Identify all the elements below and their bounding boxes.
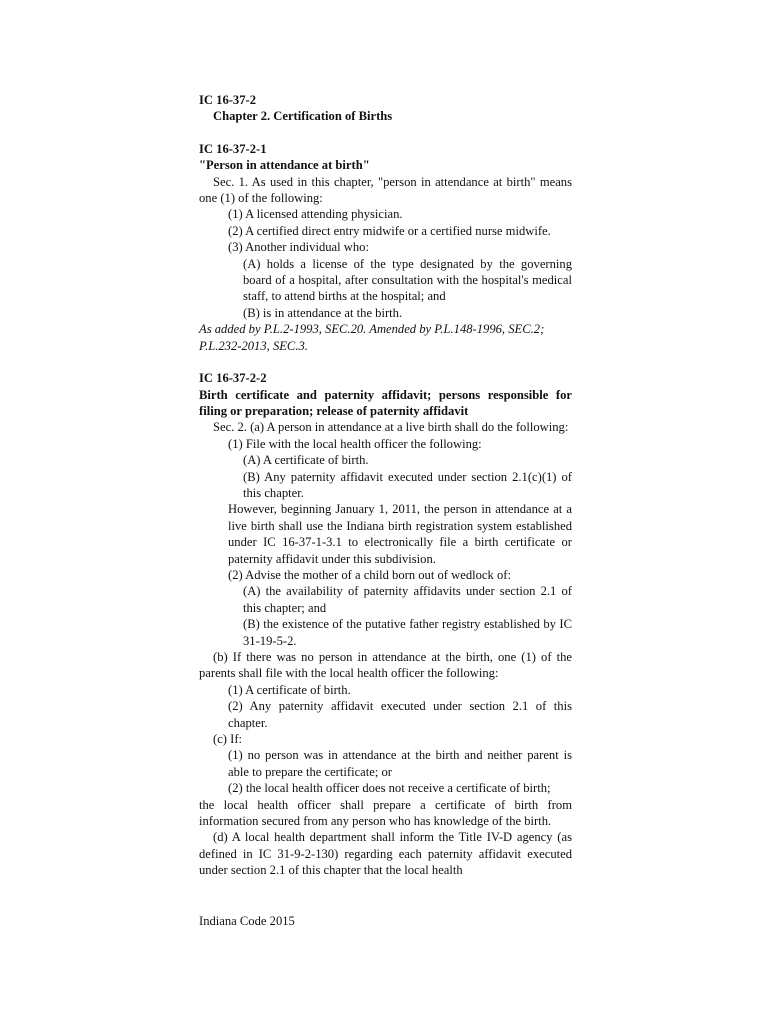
list-item: (2) the local health officer does not receive a certificate of birth; bbox=[228, 781, 551, 796]
subsection-c: (c) If: bbox=[213, 732, 243, 747]
section-intro: Sec. 1. As used in this chapter, "person in attendance at birth" means one (1) of the following: bbox=[199, 174, 572, 206]
list-subitem: (A) the availability of paternity affidavits under section 2.1 of this chapter; and bbox=[243, 584, 572, 615]
list-item: (1) File with the local health officer the following: bbox=[228, 436, 482, 451]
list-subitem: (B) the existence of the putative father registry established by IC 31-19-5-2. bbox=[243, 617, 572, 648]
subsection-b: (b) If there was no person in attendance at the birth, one (1) of the parents shall file with the local health officer the following: bbox=[199, 650, 572, 681]
spacer bbox=[199, 125, 572, 141]
chapter-citation: IC 16-37-2 bbox=[199, 93, 257, 107]
list-item: (3) Another individual who: bbox=[228, 240, 369, 255]
section-citation: IC 16-37-2-2 bbox=[199, 371, 267, 386]
list-item: (2) Advise the mother of a child born out of wedlock of: bbox=[228, 567, 511, 582]
list-subitem: (B) is in attendance at the birth. bbox=[243, 305, 403, 320]
paragraph: However, beginning January 1, 2011, the person in attendance at a live birth shall use the Indiana birth registration system established under IC 16-37-1-3.1 to electronically file a birth certificate or paternity affidavit under this subdivision. bbox=[228, 502, 572, 566]
subsection-d: (d) A local health department shall inform the Title IV-D agency (as defined in IC 31-9-2-130) regarding each paternity affidavit executed under section 2.1 of this chapter that the local health bbox=[199, 830, 572, 878]
section-16-37-2-2 bbox=[199, 370, 572, 879]
section-heading: Birth certificate and paternity affidavit; persons responsible for filing or preparation; release of paternity affidavit bbox=[199, 387, 572, 418]
section-citation: IC 16-37-2-1 bbox=[199, 141, 267, 156]
document-page bbox=[199, 92, 572, 879]
history-note: As added by P.L.2-1993, SEC.20. Amended by P.L.148-1996, SEC.2; P.L.232-2013, SEC.3. bbox=[199, 322, 545, 353]
list-item: (1) no person was in attendance at the birth and neither parent is able to prepare the certificate; or bbox=[228, 748, 572, 779]
list-item: (2) A certified direct entry midwife or a certified nurse midwife. bbox=[228, 223, 551, 238]
subsection-a: Sec. 2. (a) A person in attendance at a live birth shall do the following: bbox=[213, 420, 569, 435]
list-subitem: (A) A certificate of birth. bbox=[243, 453, 369, 468]
page-footer: Indiana Code 2015 bbox=[199, 914, 295, 928]
paragraph: the local health officer shall prepare a certificate of birth from information secured from any person who has knowledge of the birth. bbox=[199, 797, 572, 829]
list-item: (1) A certificate of birth. bbox=[228, 682, 351, 697]
spacer bbox=[199, 354, 572, 370]
list-subitem: (B) Any paternity affidavit executed under section 2.1(c)(1) of this chapter. bbox=[243, 469, 572, 500]
list-item: (1) A licensed attending physician. bbox=[228, 207, 403, 222]
section-heading: "Person in attendance at birth" bbox=[199, 158, 370, 173]
list-subitem: (A) holds a license of the type designated by the governing board of a hospital, after consultation with the hospital's medical staff, to attend births at the hospital; and bbox=[243, 256, 572, 304]
section-16-37-2-1 bbox=[199, 141, 572, 354]
list-item: (2) Any paternity affidavit executed under section 2.1 of this chapter. bbox=[228, 699, 572, 730]
chapter-title: Chapter 2. Certification of Births bbox=[213, 109, 393, 124]
